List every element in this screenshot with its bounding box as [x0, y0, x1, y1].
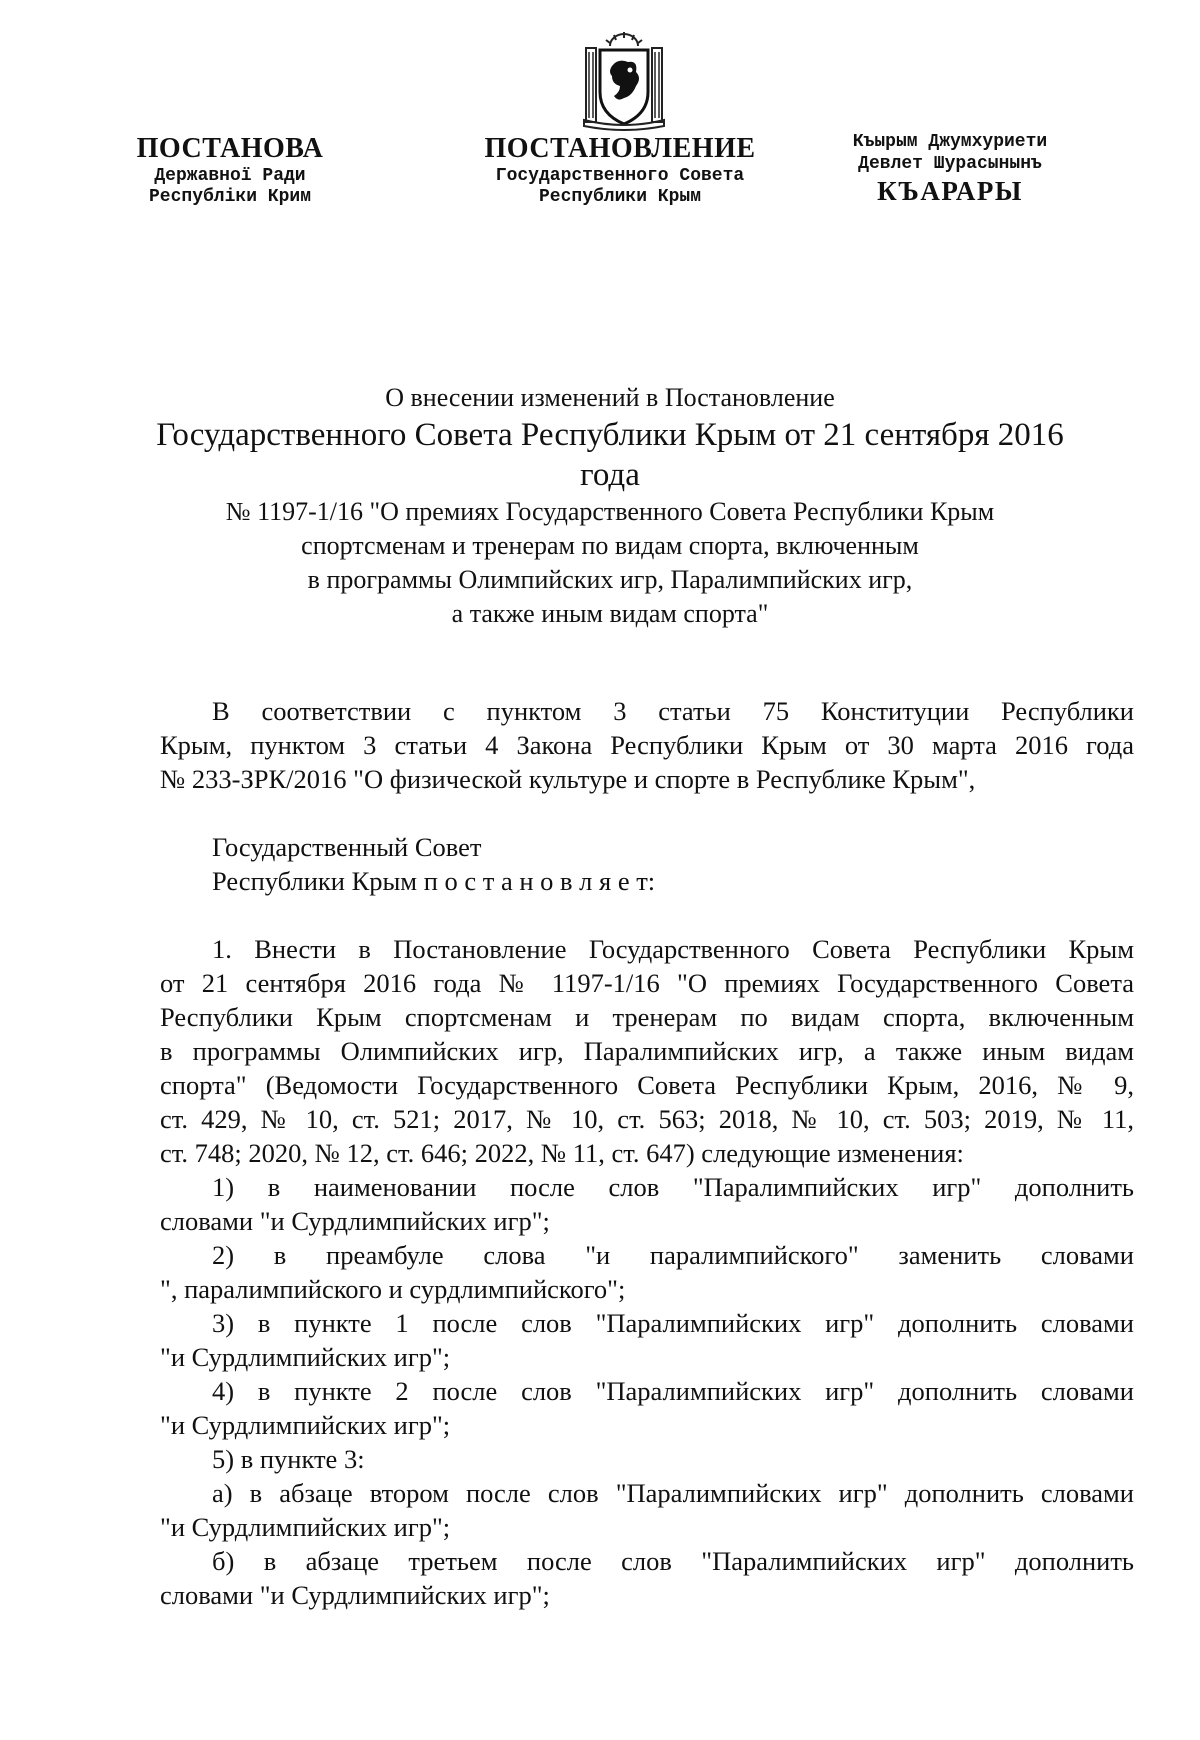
item-1-line-3: Республики Крым спортсменам и тренерам по видам спорта, включенным [160, 1002, 1134, 1032]
item-1-line-6: ст. 429, № 10, ст. 521; 2017, № 10, ст. 563; 2018, № 10, ст. 503; 2019, № 11, [160, 1104, 1134, 1134]
sub-3-line-2: "и Сурдлимпийских игр"; [160, 1342, 451, 1372]
title-line-2: Государственного Совета Республики Крым от 21 сентября 2016 года [156, 417, 1064, 493]
sub-5a-line-2: "и Сурдлимпийских игр"; [160, 1512, 451, 1542]
header-crimean-tatar [800, 132, 1100, 208]
item-1-line-1: 1. Внести в Постановление Государственного Совета Республики Крым [212, 934, 1134, 964]
item-1-paragraph [160, 932, 1134, 1612]
item-1-line-4: в программы Олимпийских игр, Паралимпийских игр, а также иным видам [160, 1036, 1134, 1066]
preamble-line-2: Крым, пунктом 3 статьи 4 Закона Республики Крым от 30 марта 2016 года [160, 730, 1134, 760]
title-line-3: № 1197-1/16 "О премиях Государственного Совета Республики Крым [225, 497, 995, 526]
sub-5b-line-2: словами "и Сурдлимпийских игр"; [160, 1580, 550, 1610]
crimea-coat-of-arms-icon [580, 30, 668, 132]
item-1-line-5: спорта" (Ведомости Государственного Совета Республики Крым, 2016, № 9, [160, 1070, 1134, 1100]
header-left-line2: Республіки Крим [148, 187, 312, 208]
header-left-line1: Державної Ради [154, 165, 306, 186]
header-center-line2: Республики Крым [538, 187, 702, 208]
title-line-5: в программы Олимпийских игр, Паралимпийских игр, [307, 565, 913, 594]
title-line-1: О внесении изменений в Постановление [385, 383, 835, 412]
title-line-6: а также иным видам спорта" [451, 599, 769, 628]
title-line-4: спортсменам и тренерам по видам спорта, включенным [301, 531, 919, 560]
header-center-title: ПОСТАНОВЛЕНИЕ [484, 133, 756, 164]
sub-1-line-2: словами "и Сурдлимпийских игр"; [160, 1206, 550, 1236]
sub-5b-line-1: б) в абзаце третьем после слов "Паралимпийских игр" дополнить [212, 1546, 1134, 1576]
sub-1-line-1: 1) в наименовании после слов "Паралимпийских игр" дополнить [212, 1172, 1134, 1202]
header-right-line1: Къырым Джумхуриети [852, 132, 1048, 152]
document-title [140, 381, 1080, 631]
preamble-paragraph [160, 694, 1134, 796]
header-ukrainian [120, 132, 340, 209]
header-right-title: КЪАРАРЫ [877, 176, 1023, 207]
header-russian [455, 132, 785, 209]
header-left-title: ПОСТАНОВА [136, 133, 324, 164]
preamble-line-3: № 233-ЗРК/2016 "О физической культуре и спорте в Республике Крым", [160, 764, 976, 794]
sub-3-line-1: 3) в пункте 1 после слов "Паралимпийских игр" дополнить словами [212, 1308, 1134, 1338]
sub-5a-line-1: а) в абзаце втором после слов "Паралимпийских игр" дополнить словами [212, 1478, 1134, 1508]
sub-2-line-1: 2) в преамбуле слова "и паралимпийского" заменить словами [212, 1240, 1134, 1270]
council-line-2: Республики Крым п о с т а н о в л я е т: [212, 866, 656, 896]
sub-2-line-2: ", паралимпийского и сурдлимпийского"; [160, 1274, 626, 1304]
council-resolves [160, 830, 1134, 898]
header-center-line1: Государственного Совета [495, 165, 745, 186]
header-right-line2: Девлет Шурасынынъ [858, 153, 1042, 174]
item-1-line-2: от 21 сентября 2016 года № 1197-1/16 "О премиях Государственного Совета [160, 968, 1134, 998]
council-line-1: Государственный Совет [212, 832, 482, 862]
sub-5-line-1: 5) в пункте 3: [212, 1444, 365, 1474]
sub-4-line-1: 4) в пункте 2 после слов "Паралимпийских игр" дополнить словами [212, 1376, 1134, 1406]
preamble-line-1: В соответствии с пунктом 3 статьи 75 Конституции Республики [212, 696, 1134, 726]
item-1-line-7: ст. 748; 2020, № 12, ст. 646; 2022, № 11, ст. 647) следующие изменения: [160, 1138, 964, 1168]
sub-4-line-2: "и Сурдлимпийских игр"; [160, 1410, 451, 1440]
